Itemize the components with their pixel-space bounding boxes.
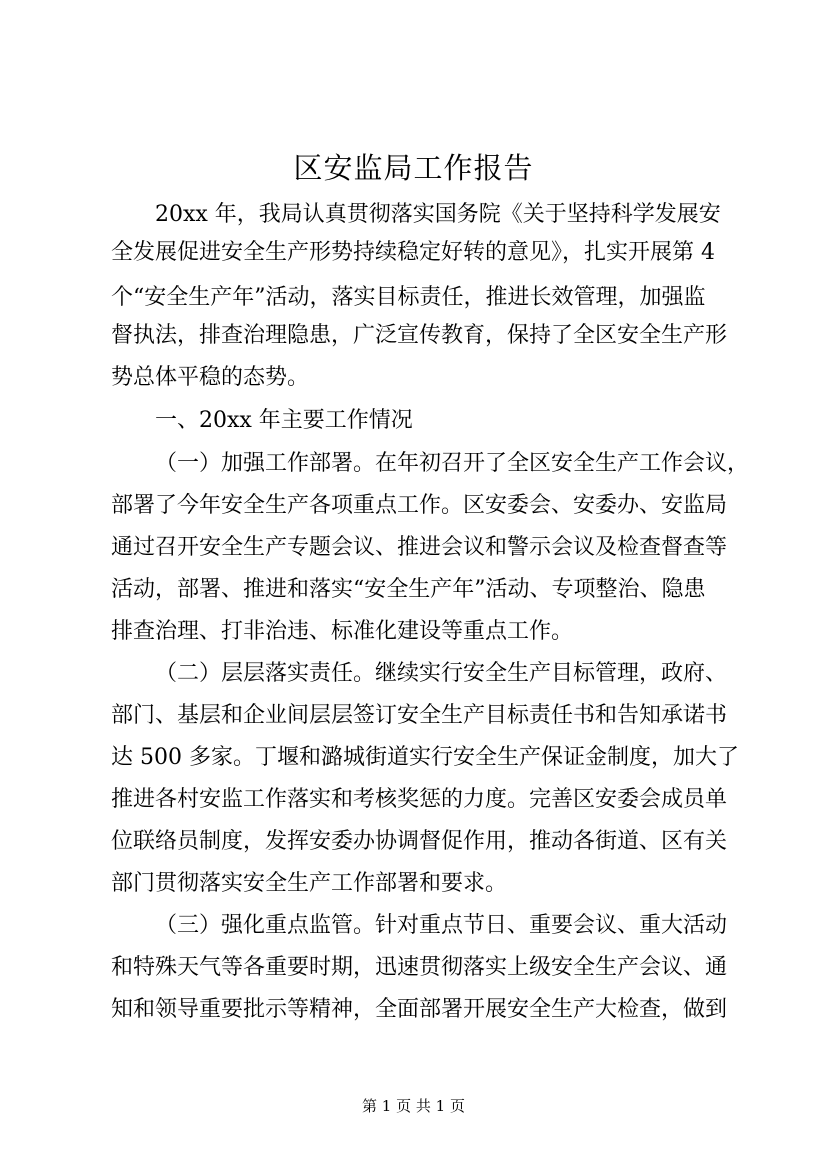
text-line-content: 排查治理、打非治违、标准化建设等重点工作。 [111, 619, 574, 644]
text-line-content: 全发展促进安全生产形势持续稳定好转的意见》，扎实开展第 4 [111, 240, 715, 265]
text-line [0, 533, 827, 563]
text-line [0, 869, 827, 899]
text-line [0, 238, 827, 268]
section-heading-text: 一、20xx 年主要工作情况 [155, 408, 413, 433]
text-line-content: 知和领导重要批示等精神，全面部署开展安全生产大检查，做到 [111, 997, 728, 1022]
text-line-content: 个“安全生产年”活动，落实目标责任，推进长效管理，加强监 [111, 285, 706, 310]
text-line-content: 部门贯彻落实安全生产工作部署和要求。 [111, 871, 508, 896]
text-line [0, 785, 827, 815]
text-line [0, 491, 827, 521]
text-line-content: 推进各村安监工作落实和考核奖惩的力度。完善区安委会成员单 [111, 787, 728, 812]
text-line [0, 701, 827, 731]
text-line [0, 449, 827, 479]
text-line [0, 283, 827, 313]
text-line-content: 势总体平稳的态势。 [111, 365, 310, 390]
text-line [0, 827, 827, 857]
text-line-content: 部署了今年安全生产各项重点工作。区安委会、安委办、安监局 [111, 493, 728, 518]
text-line-content: 20xx 年，我局认真贯彻落实国务院《关于坚持科学发展安 [155, 202, 721, 227]
text-line-content: （二）层层落实责任。继续实行安全生产目标管理，政府、 [155, 661, 728, 686]
text-line [0, 321, 827, 351]
section-heading [0, 406, 827, 436]
text-line-content: 位联络员制度，发挥安委办协调督促作用，推动各街道、区有关 [111, 829, 728, 854]
text-line-content: 部门、基层和企业间层层签订安全生产目标责任书和告知承诺书 [111, 703, 728, 728]
page-footer: 第 1 页 共 1 页 [362, 1097, 465, 1115]
text-line-content: 和特殊天气等各重要时期，迅速贯彻落实上级安全生产会议、通 [111, 955, 728, 980]
text-line [0, 659, 827, 689]
text-line-content: （三）强化重点监管。针对重点节日、重要会议、重大活动 [155, 913, 728, 938]
text-line [0, 363, 827, 393]
text-line-content: （一）加强工作部署。在年初召开了全区安全生产工作会议， [155, 451, 750, 476]
text-line-content: 通过召开安全生产专题会议、推进会议和警示会议及检查督查等 [111, 535, 728, 560]
text-line-content: 达 500 多家。丁堰和潞城街道实行安全生产保证金制度，加大了 [111, 745, 739, 770]
text-line [0, 617, 827, 647]
text-line-content: 活动，部署、推进和落实“安全生产年”活动、专项整治、隐患 [111, 577, 706, 602]
document-title: 区安监局工作报告 [293, 151, 534, 185]
text-line [0, 200, 827, 230]
text-line [0, 911, 827, 941]
text-line [0, 995, 827, 1025]
text-line [0, 575, 827, 605]
text-line [0, 953, 827, 983]
text-line-content: 督执法，排查治理隐患，广泛宣传教育，保持了全区安全生产形 [111, 323, 728, 348]
text-line [0, 743, 827, 773]
